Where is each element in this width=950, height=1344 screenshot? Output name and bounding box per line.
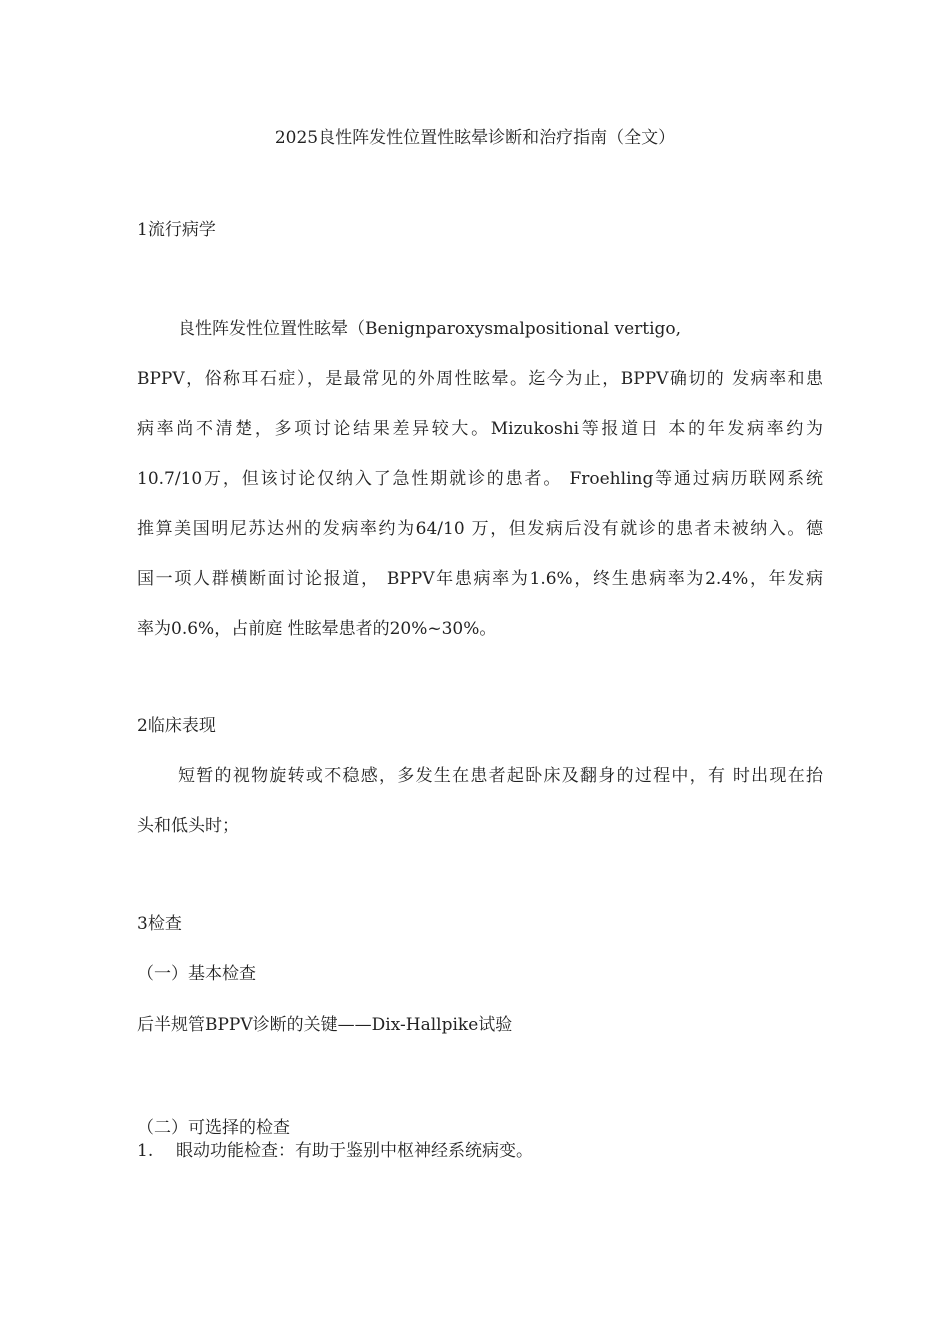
document-title: 2025良性阵发性位置性眩晕诊断和治疗指南（全文） [274, 128, 676, 148]
paragraph-line: 头和低头时； [137, 816, 239, 836]
paragraph-line: 病率尚不清楚，多项讨论结果差异较大。Mizukoshi等报道日 本的年发病率约为 [137, 419, 823, 439]
subsection-heading-basic: （一）基本检查 [137, 964, 256, 984]
paragraph-line: 短暂的视物旋转或不稳感，多发生在患者起卧床及翻身的过程中，有 时出现在抬 [178, 766, 823, 786]
section-heading-examination: 3检查 [137, 914, 182, 934]
paragraph-line: 10.7/10万，但该讨论仅纳入了急性期就诊的患者。 Froehling等通过病历联网系统 [137, 469, 823, 489]
list-item-text: 眼动功能检查：有助于鉴别中枢神经系统病变。 [176, 1141, 533, 1161]
paragraph-line: 率为0.6%，占前庭 性眩晕患者的20%~30%。 [137, 619, 497, 639]
subsection-heading-optional: （二）可选择的检查 [137, 1118, 290, 1138]
section-heading-clinical: 2临床表现 [137, 716, 216, 736]
paragraph-line: 国一项人群横断面讨论报道， BPPV年患病率为1.6%，终生患病率为2.4%，年发病 [137, 569, 823, 589]
dix-hallpike-line: 后半规管BPPV诊断的关键——Dix-Hallpike试验 [137, 1015, 513, 1035]
paragraph-line: 良性阵发性位置性眩晕（Benignparoxysmalpositional vertigo, [178, 319, 682, 339]
paragraph-line: BPPV，俗称耳石症），是最常见的外周性眩晕。迄今为止，BPPV确切的 发病率和患 [137, 369, 823, 389]
list-item-number: 1. [137, 1141, 154, 1161]
paragraph-line: 推算美国明尼苏达州的发病率约为64/10 万，但发病后没有就诊的患者未被纳入。德 [137, 519, 823, 539]
section-heading-epidemiology: 1流行病学 [137, 220, 216, 240]
